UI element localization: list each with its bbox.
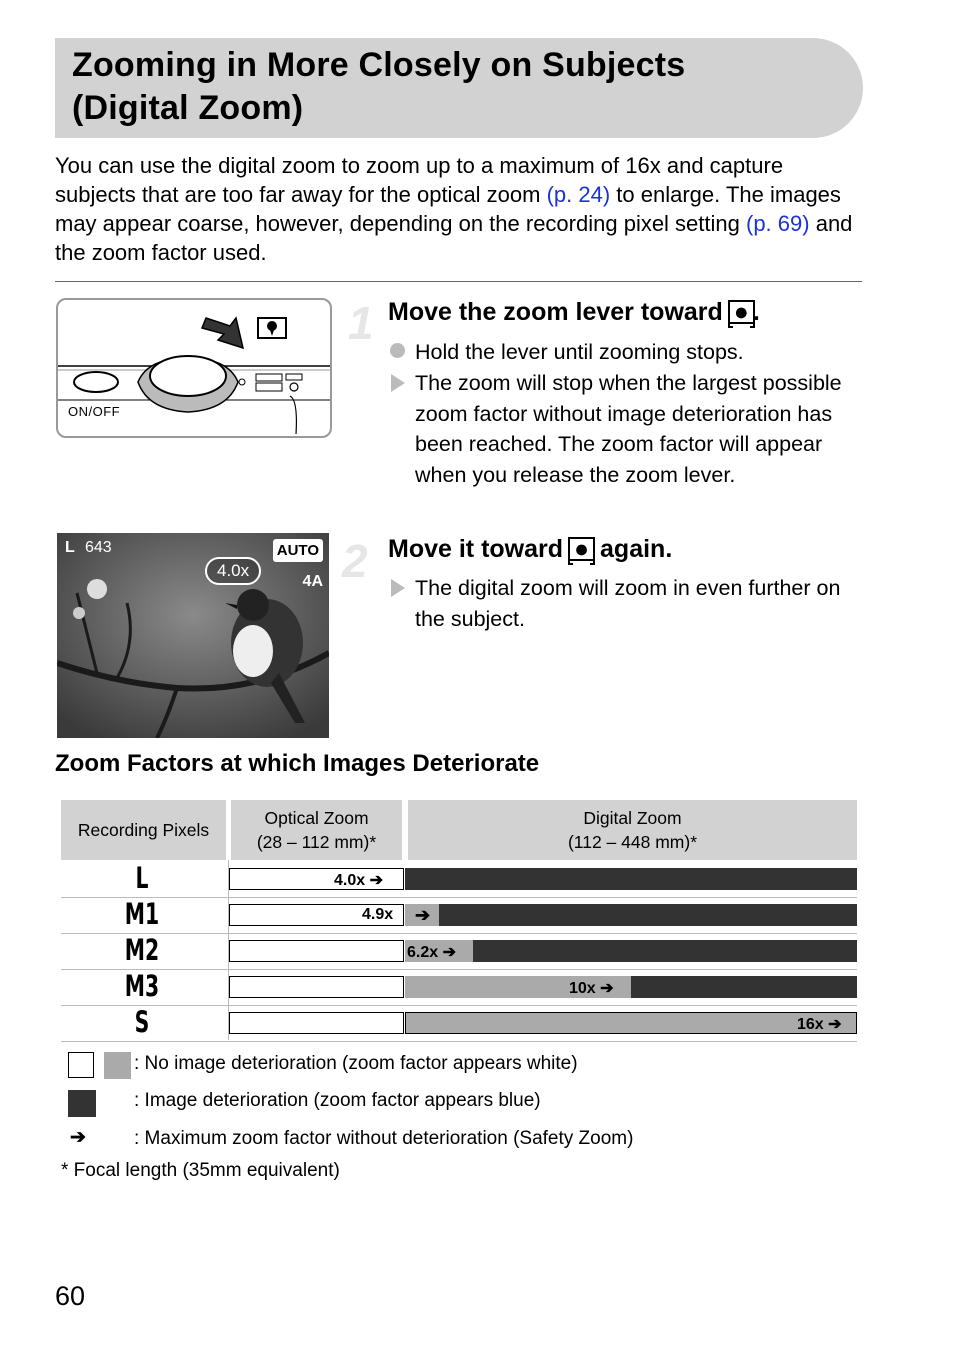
legend-dark-swatch bbox=[68, 1090, 96, 1117]
telephoto-icon: ● bbox=[730, 300, 753, 324]
zoom-factor-label: 16x ➔ bbox=[797, 1016, 842, 1033]
step-1-heading-text: Move the zoom lever toward bbox=[388, 298, 723, 326]
triangle-bullet-icon bbox=[391, 374, 405, 392]
lcd-flash-icon: 4A bbox=[302, 573, 323, 590]
step-1-bullet-1: Hold the lever until zooming stops. bbox=[415, 340, 744, 364]
col-header-recording-pixels: Recording Pixels bbox=[61, 800, 226, 860]
recording-pixels-label: M2 bbox=[124, 933, 160, 967]
page-link-69[interactable]: (p. 69) bbox=[746, 211, 810, 236]
lcd-shots-count: 643 bbox=[84, 539, 112, 556]
intro-paragraph bbox=[55, 151, 865, 267]
safety-arrow-icon: ➔ bbox=[70, 1127, 86, 1148]
step-2-number: 2 bbox=[342, 535, 368, 587]
table-row-divider bbox=[61, 1005, 857, 1006]
footnote: * Focal length (35mm equivalent) bbox=[61, 1160, 340, 1181]
digital-deteriorated-bar bbox=[405, 868, 857, 890]
intro-text-2: to enlarge. The images may appear coarse, however, depending on the recording pixel setting bbox=[55, 182, 841, 236]
recording-pixels-label: L bbox=[135, 861, 149, 895]
intro-text-3: and the zoom factor used. bbox=[55, 211, 853, 265]
intro-text-1: You can use the digital zoom to zoom up to a maximum of 16x and capture subjects that are too far away for the optical zoom bbox=[55, 153, 784, 207]
recording-pixels-label: M1 bbox=[124, 897, 160, 931]
step-2-bullet-1: The digital zoom will zoom in even further on the subject. bbox=[415, 576, 841, 631]
legend-safety-zoom: : Maximum zoom factor without deterioration (Safety Zoom) bbox=[134, 1128, 634, 1149]
legend-no-deterioration: : No image deterioration (zoom factor appears white) bbox=[134, 1053, 578, 1074]
step-2-heading bbox=[388, 535, 672, 564]
zoom-factor-label: 4.0x ➔ bbox=[334, 872, 383, 889]
legend-gray-swatch bbox=[104, 1052, 131, 1079]
title-line-1: Zooming in More Closely on Subjects bbox=[72, 46, 686, 84]
step-2-heading-end: again. bbox=[600, 535, 673, 563]
col-header-optical-zoom: Optical Zoom (28 – 112 mm)* bbox=[231, 800, 402, 860]
page-title bbox=[72, 44, 685, 130]
optical-bar bbox=[229, 1012, 404, 1034]
recording-pixels-label: S bbox=[134, 1005, 150, 1039]
zoom-factor-label: 4.9x bbox=[362, 906, 394, 923]
optical-bar bbox=[229, 940, 404, 962]
digital-deteriorated-bar bbox=[631, 976, 857, 998]
digital-bar-outline bbox=[405, 1012, 857, 1034]
zoom-factor-label: 10x ➔ bbox=[569, 980, 614, 997]
step-1-heading-end: . bbox=[752, 298, 760, 326]
safety-arrow-icon: ➔ bbox=[415, 905, 431, 925]
table-row-divider bbox=[61, 1041, 857, 1042]
camera-top-illustration bbox=[56, 298, 332, 438]
lcd-zoom-factor: 4.0x bbox=[205, 557, 261, 585]
table-row-divider bbox=[61, 969, 857, 970]
lcd-screen-photo bbox=[57, 533, 329, 738]
title-line-2: (Digital Zoom) bbox=[72, 89, 304, 127]
telephoto-icon: ● bbox=[570, 537, 593, 561]
digital-deteriorated-bar bbox=[473, 940, 857, 962]
recording-pixels-label: M3 bbox=[124, 969, 160, 1003]
lcd-size-label: L bbox=[65, 539, 75, 556]
page-link-24[interactable]: (p. 24) bbox=[546, 182, 611, 207]
step-2-heading-text: Move it toward bbox=[388, 535, 564, 563]
bird-photo bbox=[57, 533, 329, 738]
col-header-digital-zoom: Digital Zoom (112 – 448 mm)* bbox=[408, 800, 857, 860]
triangle-bullet-icon bbox=[391, 579, 405, 597]
on-off-label: ON/OFF bbox=[68, 404, 121, 419]
lcd-auto-mode-icon: AUTO bbox=[273, 539, 323, 562]
divider bbox=[55, 281, 862, 282]
step-1-heading bbox=[388, 298, 760, 327]
title-bar bbox=[55, 38, 863, 138]
table-row-divider bbox=[61, 933, 857, 934]
table-row-divider bbox=[61, 897, 857, 898]
zoom-factor-label: 6.2x ➔ bbox=[407, 944, 456, 961]
step-1-number: 1 bbox=[348, 297, 374, 349]
circle-bullet-icon bbox=[390, 343, 405, 358]
optical-bar bbox=[229, 976, 404, 998]
digital-deteriorated-bar bbox=[439, 904, 857, 926]
table-heading: Zoom Factors at which Images Deteriorate bbox=[55, 750, 540, 777]
step-1-bullet-2: The zoom will stop when the largest possible zoom factor without image deterioration has been reached. The zoom factor will appear when you release the zoom lever. bbox=[415, 371, 842, 487]
legend-deterioration: : Image deterioration (zoom factor appears blue) bbox=[134, 1090, 541, 1111]
page-number: 60 bbox=[55, 1281, 86, 1311]
legend-white-swatch bbox=[68, 1052, 94, 1078]
